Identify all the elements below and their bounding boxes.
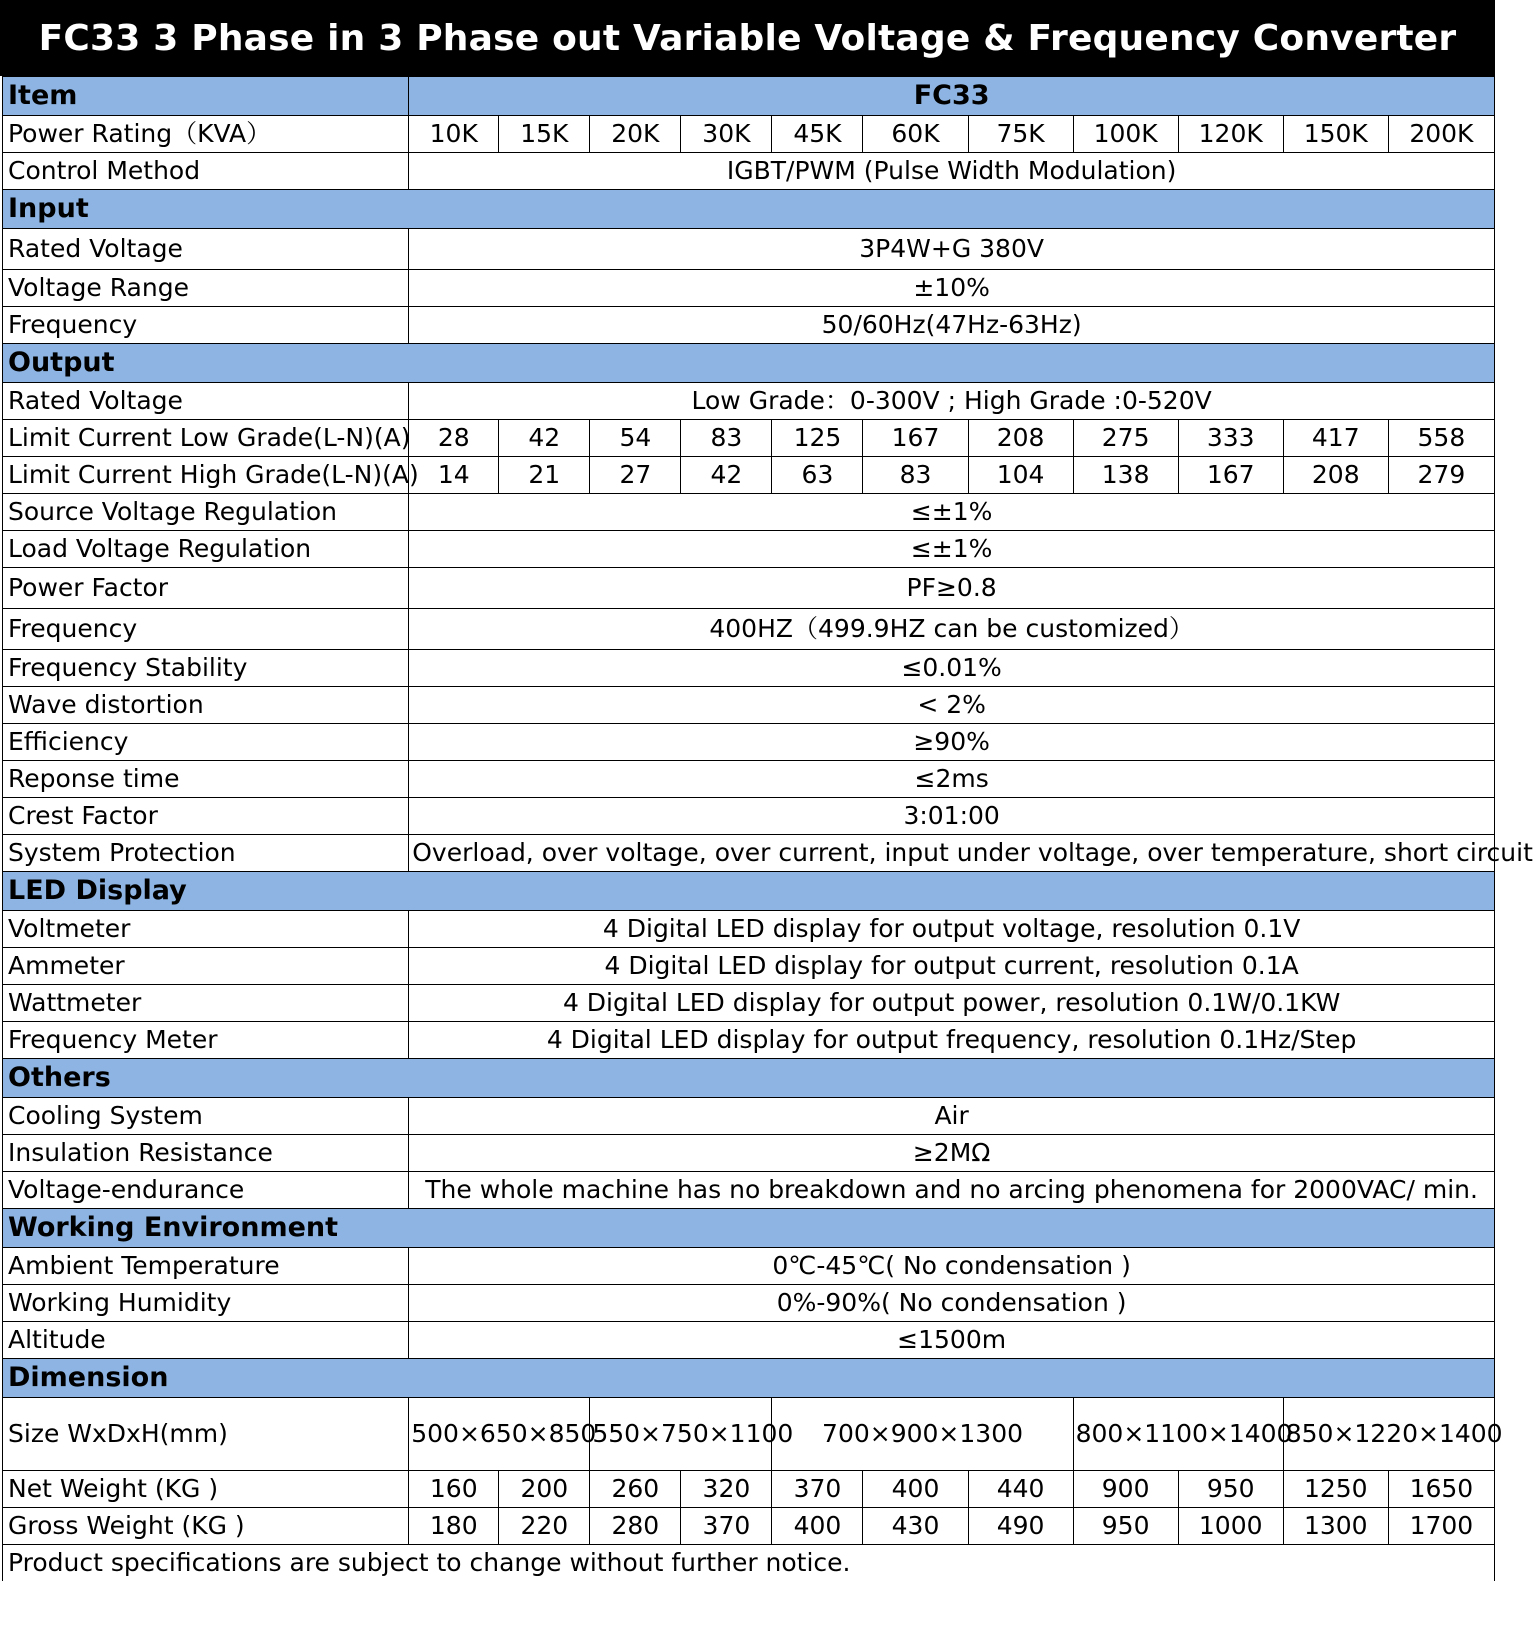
led-section-row [3, 872, 1495, 911]
input-voltage-range-row [3, 270, 1495, 307]
voltmeter-value: 4 Digital LED display for output voltage, resolution 0.1V [409, 911, 1495, 948]
limit-low-cell: 42 [499, 420, 590, 457]
freq-stability-row [3, 650, 1495, 687]
limit-high-cell: 167 [1178, 457, 1283, 494]
net-weight-cell: 370 [772, 1471, 863, 1508]
power-rating-cell: 30K [681, 116, 772, 153]
dimension-section-row [3, 1359, 1495, 1398]
protection-label: System Protection [3, 835, 409, 872]
input-rated-voltage-row [3, 229, 1495, 270]
output-rated-voltage-row [3, 383, 1495, 420]
protection-value: Overload, over voltage, over current, input under voltage, over temperature, short circuit [409, 835, 1495, 872]
limit-high-cell: 14 [409, 457, 499, 494]
ambient-row [3, 1248, 1495, 1285]
size-cell: 700×900×1300 [772, 1398, 1073, 1471]
limit-high-cell: 21 [499, 457, 590, 494]
gross-weight-cell: 370 [681, 1508, 772, 1545]
gross-weight-cell: 220 [499, 1508, 590, 1545]
cooling-value: Air [409, 1098, 1495, 1135]
crest-factor-value: 3:01:00 [409, 798, 1495, 835]
gross-weight-cell: 180 [409, 1508, 499, 1545]
efficiency-row [3, 724, 1495, 761]
size-label: Size WxDxH(mm) [3, 1398, 409, 1471]
input-frequency-value: 50/60Hz(47Hz-63Hz) [409, 307, 1495, 344]
endurance-value: The whole machine has no breakdown and no arcing phenomena for 2000VAC/ min. [409, 1172, 1495, 1209]
net-weight-row [3, 1471, 1495, 1508]
freq-meter-label: Frequency Meter [3, 1022, 409, 1059]
voltmeter-row [3, 911, 1495, 948]
limit-low-cell: 167 [863, 420, 968, 457]
gross-weight-cell: 1700 [1388, 1508, 1494, 1545]
power-rating-cell: 15K [499, 116, 590, 153]
limit-high-cell: 63 [772, 457, 863, 494]
size-cell: 800×1100×1400 [1073, 1398, 1283, 1471]
environment-section-title: Working Environment [3, 1209, 1495, 1248]
limit-low-row [3, 420, 1495, 457]
net-weight-cell: 400 [863, 1471, 968, 1508]
gross-weight-label: Gross Weight (KG ) [3, 1508, 409, 1545]
limit-low-cell: 83 [681, 420, 772, 457]
humidity-row [3, 1285, 1495, 1322]
output-frequency-value: 400HZ（499.9HZ can be customized） [409, 609, 1495, 650]
output-section-title: Output [3, 344, 1495, 383]
input-rated-voltage-value: 3P4W+G 380V [409, 229, 1495, 270]
input-voltage-range-label: Voltage Range [3, 270, 409, 307]
load-regulation-row [3, 531, 1495, 568]
output-frequency-row [3, 609, 1495, 650]
limit-low-cell: 208 [968, 420, 1073, 457]
others-section-row [3, 1059, 1495, 1098]
wattmeter-row [3, 985, 1495, 1022]
item-header: Item [3, 77, 409, 116]
output-frequency-label: Frequency [3, 609, 409, 650]
limit-high-label: Limit Current High Grade(L-N)(A) [3, 457, 409, 494]
limit-low-cell: 28 [409, 420, 499, 457]
freq-meter-value: 4 Digital LED display for output frequency, resolution 0.1Hz/Step [409, 1022, 1495, 1059]
load-regulation-label: Load Voltage Regulation [3, 531, 409, 568]
power-rating-label: Power Rating（KVA） [3, 116, 409, 153]
efficiency-label: Efficiency [3, 724, 409, 761]
input-voltage-range-value: ±10% [409, 270, 1495, 307]
limit-low-cell: 333 [1178, 420, 1283, 457]
output-rated-voltage-value: Low Grade：0-300V ; High Grade :0-520V [409, 383, 1495, 420]
limit-high-cell: 83 [863, 457, 968, 494]
cooling-label: Cooling System [3, 1098, 409, 1135]
protection-row [3, 835, 1495, 872]
source-regulation-row [3, 494, 1495, 531]
ambient-value: 0℃-45℃( No condensation ) [409, 1248, 1495, 1285]
limit-low-cell: 417 [1283, 420, 1388, 457]
net-weight-label: Net Weight (KG ) [3, 1471, 409, 1508]
spec-table [2, 76, 1533, 1581]
wattmeter-label: Wattmeter [3, 985, 409, 1022]
power-factor-row [3, 568, 1495, 609]
wave-distortion-value: < 2% [409, 687, 1495, 724]
endurance-label: Voltage-endurance [3, 1172, 409, 1209]
power-rating-cell: 150K [1283, 116, 1388, 153]
control-method-value: IGBT/PWM (Pulse Width Modulation) [409, 153, 1495, 190]
altitude-row [3, 1322, 1495, 1359]
output-section-row [3, 344, 1495, 383]
limit-high-cell: 279 [1388, 457, 1494, 494]
gross-weight-cell: 1000 [1178, 1508, 1283, 1545]
net-weight-cell: 320 [681, 1471, 772, 1508]
input-frequency-label: Frequency [3, 307, 409, 344]
cooling-row [3, 1098, 1495, 1135]
net-weight-cell: 260 [590, 1471, 681, 1508]
wave-distortion-label: Wave distortion [3, 687, 409, 724]
endurance-row [3, 1172, 1495, 1209]
freq-meter-row [3, 1022, 1495, 1059]
power-rating-cell: 45K [772, 116, 863, 153]
power-rating-cell: 10K [409, 116, 499, 153]
crest-factor-row [3, 798, 1495, 835]
humidity-label: Working Humidity [3, 1285, 409, 1322]
gross-weight-cell: 430 [863, 1508, 968, 1545]
dimension-section-title: Dimension [3, 1359, 1495, 1398]
control-method-label: Control Method [3, 153, 409, 190]
freq-stability-value: ≤0.01% [409, 650, 1495, 687]
source-regulation-label: Source Voltage Regulation [3, 494, 409, 531]
response-time-row [3, 761, 1495, 798]
limit-low-cell: 558 [1388, 420, 1494, 457]
limit-high-cell: 27 [590, 457, 681, 494]
limit-high-cell: 208 [1283, 457, 1388, 494]
ammeter-value: 4 Digital LED display for output current, resolution 0.1A [409, 948, 1495, 985]
led-section-title: LED Display [3, 872, 1495, 911]
input-section-row [3, 190, 1495, 229]
response-time-label: Reponse time [3, 761, 409, 798]
power-rating-cell: 100K [1073, 116, 1178, 153]
response-time-value: ≤2ms [409, 761, 1495, 798]
net-weight-cell: 1650 [1388, 1471, 1494, 1508]
net-weight-cell: 950 [1178, 1471, 1283, 1508]
limit-high-cell: 138 [1073, 457, 1178, 494]
limit-high-cell: 42 [681, 457, 772, 494]
gross-weight-cell: 400 [772, 1508, 863, 1545]
net-weight-cell: 900 [1073, 1471, 1178, 1508]
insulation-label: Insulation Resistance [3, 1135, 409, 1172]
load-regulation-value: ≤±1% [409, 531, 1495, 568]
power-rating-row [3, 116, 1495, 153]
insulation-row [3, 1135, 1495, 1172]
power-factor-label: Power Factor [3, 568, 409, 609]
humidity-value: 0%-90%( No condensation ) [409, 1285, 1495, 1322]
others-section-title: Others [3, 1059, 1495, 1098]
ammeter-label: Ammeter [3, 948, 409, 985]
freq-stability-label: Frequency Stability [3, 650, 409, 687]
gross-weight-cell: 950 [1073, 1508, 1178, 1545]
wattmeter-value: 4 Digital LED display for output power, resolution 0.1W/0.1KW [409, 985, 1495, 1022]
limit-low-cell: 54 [590, 420, 681, 457]
net-weight-cell: 160 [409, 1471, 499, 1508]
insulation-value: ≥2MΩ [409, 1135, 1495, 1172]
altitude-value: ≤1500m [409, 1322, 1495, 1359]
size-cell: 850×1220×1400 [1283, 1398, 1494, 1471]
power-rating-cell: 200K [1388, 116, 1494, 153]
net-weight-cell: 440 [968, 1471, 1073, 1508]
limit-low-cell: 125 [772, 420, 863, 457]
gross-weight-cell: 1300 [1283, 1508, 1388, 1545]
gross-weight-cell: 490 [968, 1508, 1073, 1545]
input-section-title: Input [3, 190, 1495, 229]
size-cell: 550×750×1100 [590, 1398, 772, 1471]
footer-note-row [3, 1545, 1495, 1582]
power-rating-cell: 60K [863, 116, 968, 153]
limit-low-label: Limit Current Low Grade(L-N)(A) [3, 420, 409, 457]
limit-high-row [3, 457, 1495, 494]
power-factor-value: PF≥0.8 [409, 568, 1495, 609]
wave-distortion-row [3, 687, 1495, 724]
size-row [3, 1398, 1495, 1471]
limit-low-cell: 275 [1073, 420, 1178, 457]
size-cell: 500×650×850 [409, 1398, 590, 1471]
gross-weight-row [3, 1508, 1495, 1545]
voltmeter-label: Voltmeter [3, 911, 409, 948]
header-row [3, 77, 1495, 116]
environment-section-row [3, 1209, 1495, 1248]
ambient-label: Ambient Temperature [3, 1248, 409, 1285]
source-regulation-value: ≤±1% [409, 494, 1495, 531]
page-title: FC33 3 Phase in 3 Phase out Variable Voltage & Frequency Converter [0, 0, 1495, 76]
net-weight-cell: 1250 [1283, 1471, 1388, 1508]
power-rating-cell: 20K [590, 116, 681, 153]
crest-factor-label: Crest Factor [3, 798, 409, 835]
altitude-label: Altitude [3, 1322, 409, 1359]
efficiency-value: ≥90% [409, 724, 1495, 761]
control-method-row [3, 153, 1495, 190]
power-rating-cell: 75K [968, 116, 1073, 153]
footer-note: Product specifications are subject to change without further notice. [3, 1545, 1495, 1582]
power-rating-cell: 120K [1178, 116, 1283, 153]
net-weight-cell: 200 [499, 1471, 590, 1508]
input-frequency-row [3, 307, 1495, 344]
input-rated-voltage-label: Rated Voltage [3, 229, 409, 270]
ammeter-row [3, 948, 1495, 985]
limit-high-cell: 104 [968, 457, 1073, 494]
gross-weight-cell: 280 [590, 1508, 681, 1545]
output-rated-voltage-label: Rated Voltage [3, 383, 409, 420]
model-header: FC33 [409, 77, 1495, 116]
